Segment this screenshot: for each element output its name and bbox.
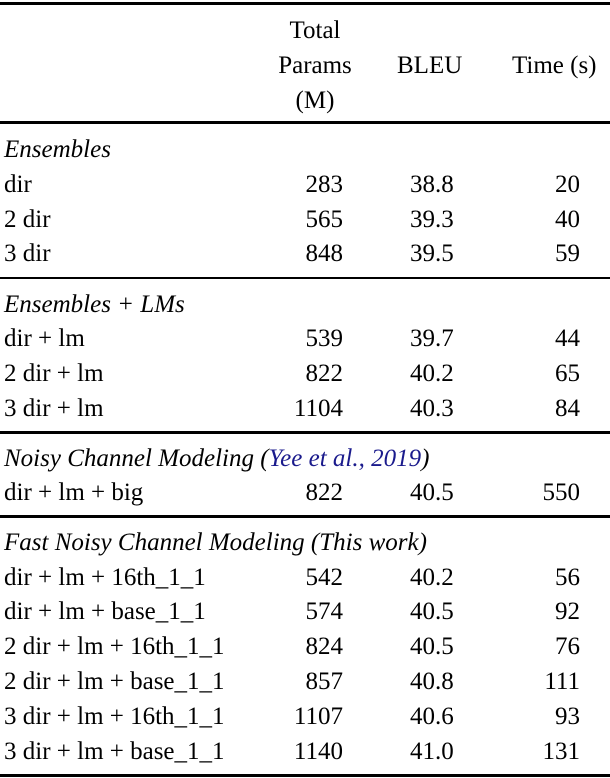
params-value: 542 [305, 564, 343, 591]
model-name: dir + lm [4, 325, 85, 352]
bleu-value: 40.5 [410, 479, 454, 506]
model-name: 3 dir + lm + 16th_1_1 [4, 703, 225, 730]
citation-open: ( [253, 445, 269, 472]
model-name: dir + lm + base_1_1 [4, 598, 206, 625]
section-title-fast-noisy-channel: Fast Noisy Channel Modeling (This work) [4, 529, 427, 556]
citation-close: ) [421, 445, 430, 472]
top-rule [0, 2, 610, 5]
section-title-ensembles: Ensembles [4, 136, 111, 163]
params-value: 848 [305, 240, 343, 267]
header-params-line3: (M) [295, 87, 335, 114]
model-name: 2 dir [4, 206, 51, 233]
params-value: 857 [305, 668, 343, 695]
bottom-rule [0, 774, 610, 777]
params-value: 822 [305, 360, 343, 387]
params-value: 1107 [293, 703, 343, 730]
bleu-value: 40.5 [410, 633, 454, 660]
time-value: 111 [544, 668, 580, 695]
header-bleu: BLEU [397, 52, 463, 79]
model-name: dir + lm + 16th_1_1 [4, 564, 206, 591]
header-params-line2: Params [278, 52, 352, 79]
time-value: 20 [555, 171, 580, 198]
model-name: 3 dir + lm + base_1_1 [4, 738, 225, 765]
time-value: 65 [555, 360, 580, 387]
params-value: 565 [305, 206, 343, 233]
params-value: 822 [305, 479, 343, 506]
model-name: 3 dir [4, 240, 51, 267]
model-name: 2 dir + lm + base_1_1 [4, 668, 225, 695]
model-name: 2 dir + lm + 16th_1_1 [4, 633, 225, 660]
citation-link[interactable]: Yee et al., 2019 [268, 445, 422, 472]
bleu-value: 40.6 [410, 703, 454, 730]
section-title-text: Noisy Channel Modeling [4, 445, 254, 472]
time-value: 93 [555, 703, 580, 730]
time-value: 59 [555, 240, 580, 267]
section-rule [0, 277, 610, 279]
model-name: 3 dir + lm [4, 395, 104, 422]
bleu-value: 41.0 [410, 738, 454, 765]
bleu-value: 38.8 [410, 171, 454, 198]
bleu-value: 40.8 [410, 668, 454, 695]
header-params-line1: Total [289, 17, 341, 44]
time-value: 44 [555, 325, 580, 352]
bleu-value: 40.3 [410, 395, 454, 422]
bleu-value: 39.7 [410, 325, 454, 352]
header-rule [0, 121, 610, 124]
bleu-value: 39.5 [410, 240, 454, 267]
section-title-ensembles-lms: Ensembles + LMs [4, 291, 185, 318]
time-value: 76 [555, 633, 580, 660]
bleu-value: 39.3 [410, 206, 454, 233]
time-value: 40 [555, 206, 580, 233]
params-value: 1140 [293, 738, 343, 765]
time-value: 56 [555, 564, 580, 591]
bleu-value: 40.5 [410, 598, 454, 625]
time-value: 84 [555, 395, 580, 422]
time-value: 550 [542, 479, 580, 506]
section-rule [0, 515, 610, 518]
section-title-noisy-channel [4, 446, 429, 471]
time-value: 131 [542, 738, 580, 765]
params-value: 539 [305, 325, 343, 352]
bleu-value: 40.2 [410, 564, 454, 591]
model-name: dir [4, 171, 32, 198]
model-name: dir + lm + big [4, 479, 144, 506]
params-value: 824 [305, 633, 343, 660]
params-value: 574 [305, 598, 343, 625]
time-value: 92 [555, 598, 580, 625]
params-value: 1104 [293, 395, 343, 422]
params-value: 283 [305, 171, 343, 198]
bleu-value: 40.2 [410, 360, 454, 387]
model-name: 2 dir + lm [4, 360, 104, 387]
section-rule [0, 431, 610, 434]
header-time: Time (s) [512, 52, 597, 79]
